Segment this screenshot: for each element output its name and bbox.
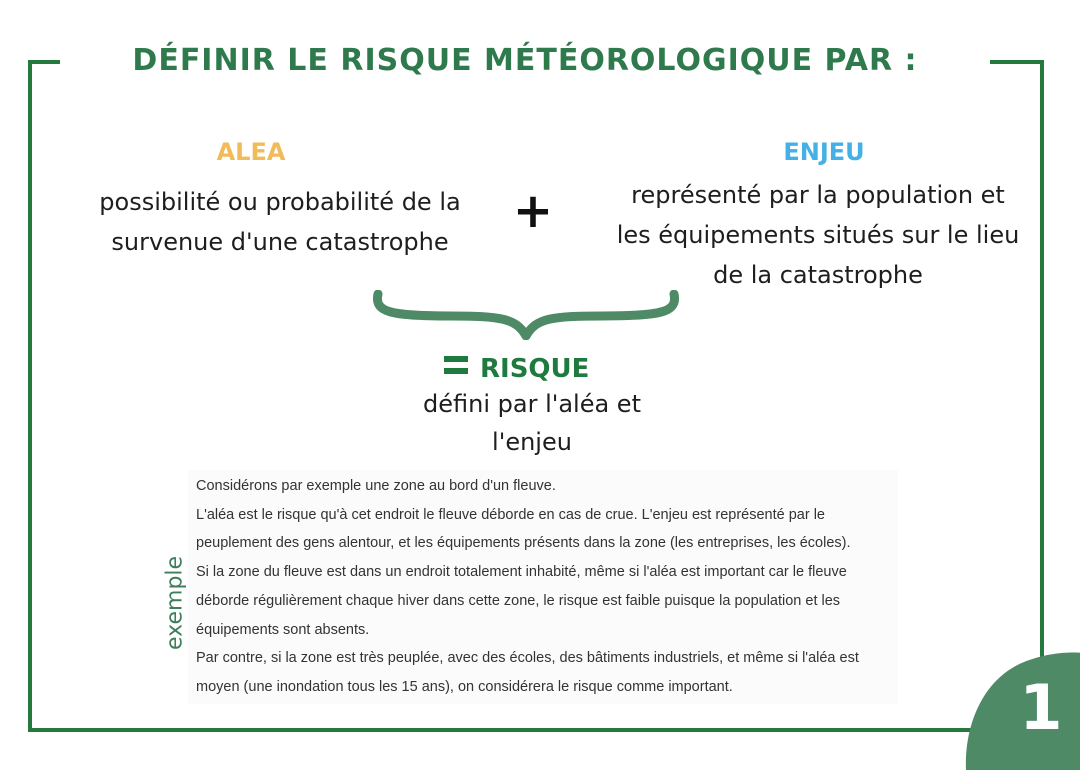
- title-banner: [60, 42, 990, 80]
- alea-line: survenue d'une catastrophe: [111, 228, 449, 256]
- example-label: exemple: [162, 555, 188, 651]
- enjeu-definition: [592, 175, 1044, 295]
- example-line: Si la zone du fleuve est dans un endroit totalement inhabité, même si l'aléa est important car le fleuve: [196, 564, 847, 581]
- example-line: peuplement des gens alentour, et les équipements présents dans la zone (les entreprises, les écoles).: [196, 535, 851, 552]
- alea-line: possibilité ou probabilité de la: [99, 188, 461, 216]
- equals-sign-icon: [444, 350, 472, 386]
- alea-definition: [70, 182, 490, 262]
- example-line: Considérons par exemple une zone au bord d'un fleuve.: [196, 478, 556, 494]
- example-text-block: [188, 470, 898, 704]
- enjeu-heading: ENJEU: [783, 138, 865, 166]
- page-number: 1: [1019, 671, 1063, 744]
- example-line: déborde régulièrement chaque hiver dans cette zone, le risque est faible puisque la population et les: [196, 592, 841, 609]
- curly-brace-icon: [370, 290, 682, 340]
- example-line: Par contre, si la zone est très peuplée, avec des écoles, des bâtiments industriels, et même si l'aléa est: [196, 650, 859, 667]
- risque-line: l'enjeu: [492, 428, 572, 456]
- alea-heading: ALEA: [216, 138, 286, 166]
- enjeu-line: de la catastrophe: [713, 261, 923, 289]
- page-title: DÉFINIR LE RISQUE MÉTÉOROLOGIQUE PAR :: [132, 43, 918, 78]
- example-line: moyen (une inondation tous les 15 ans), on considérera le risque comme important.: [196, 678, 733, 695]
- risque-definition: [390, 385, 674, 461]
- example-line: L'aléa est le risque qu'à cet endroit le fleuve déborde en cas de crue. L'enjeu est représenté par le: [196, 506, 825, 523]
- risque-heading: RISQUE: [480, 354, 590, 384]
- example-line: équipements sont absents.: [196, 621, 370, 638]
- enjeu-line: les équipements situés sur le lieu: [616, 221, 1020, 249]
- plus-sign: +: [512, 183, 554, 239]
- risque-line: défini par l'aléa et: [423, 390, 641, 418]
- enjeu-line: représenté par la population et: [631, 181, 1005, 209]
